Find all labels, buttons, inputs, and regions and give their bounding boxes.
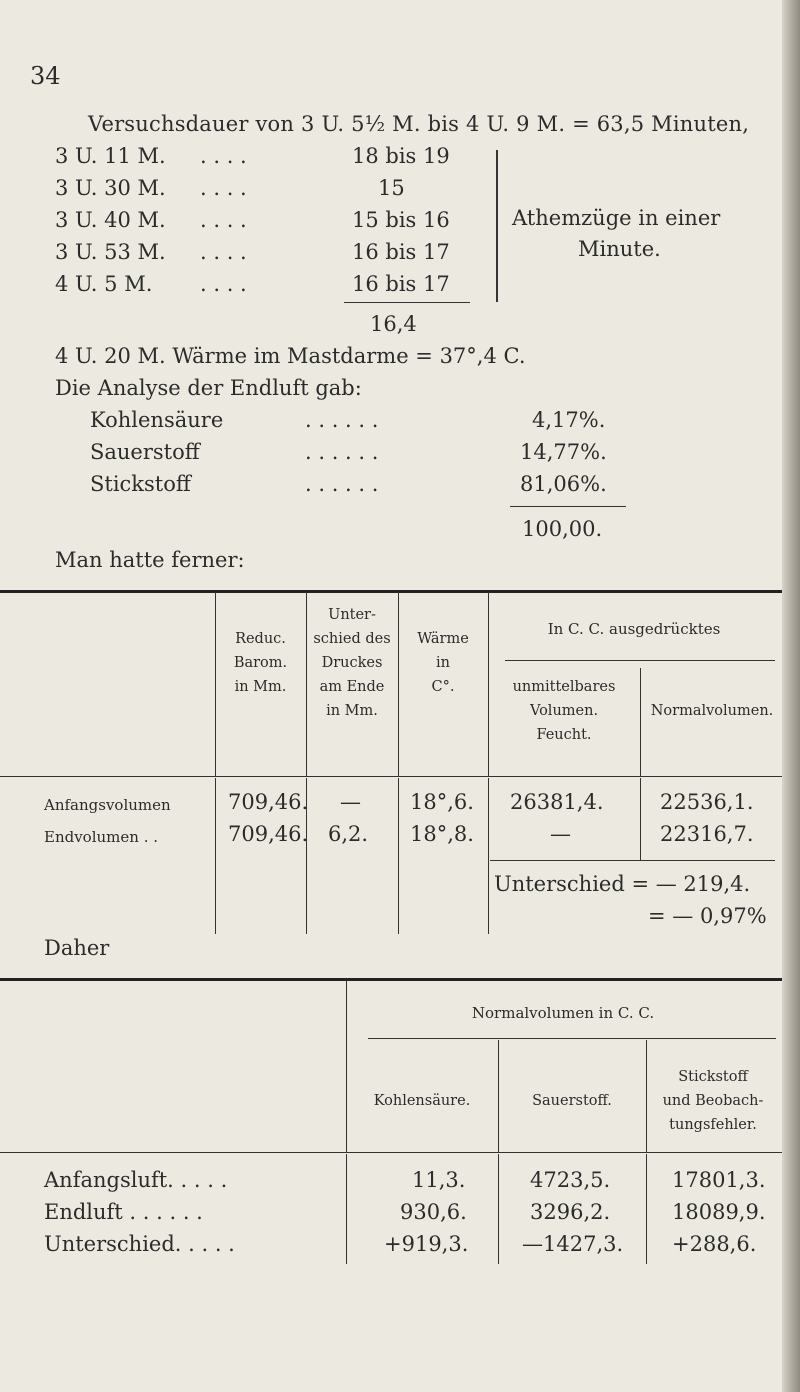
t1-diff-line1: Unterschied = — 219,4. bbox=[494, 872, 751, 896]
t2-h-o2: Sauerstoff. bbox=[532, 1093, 612, 1109]
daher: Daher bbox=[44, 936, 110, 960]
breath-label-2: Minute. bbox=[578, 237, 661, 261]
t2-row3-label: Unterschied. . . . . bbox=[44, 1232, 235, 1256]
t1-row1-reduc: 709,46. bbox=[228, 790, 309, 814]
t2-row1-o2: 4723,5. bbox=[530, 1168, 611, 1192]
t2-row1-label: Anfangsluft. . . . . bbox=[44, 1168, 228, 1192]
t1-h-temp-3: C°. bbox=[431, 679, 455, 695]
breath-dots-2: . . . . bbox=[200, 176, 247, 200]
t1-h-reduc-3: in Mm. bbox=[234, 679, 287, 695]
breath-dots-1: . . . . bbox=[200, 144, 247, 168]
t2-h-n-2: und Beobach- bbox=[662, 1093, 764, 1109]
t1-h-temp-2: in bbox=[436, 655, 450, 671]
t2-header-rule bbox=[0, 1152, 782, 1153]
t1-h-temp-1: Wärme bbox=[417, 631, 469, 647]
t1-row2-diff: 6,2. bbox=[328, 822, 369, 846]
breath-value-5: 16 bis 17 bbox=[352, 272, 450, 296]
breath-label-1: Athemzüge in einer bbox=[512, 206, 721, 230]
analysis-dots-1: . . . . . . bbox=[305, 408, 379, 432]
t1-h-diff-3: Druckes bbox=[321, 655, 383, 671]
t2-row1-co2: 11,3. bbox=[412, 1168, 466, 1192]
t1-row1-label: Anfangsvolumen bbox=[44, 796, 171, 814]
breath-value-4: 16 bis 17 bbox=[352, 240, 450, 264]
breath-dots-3: . . . . bbox=[200, 208, 247, 232]
breath-time-3: 3 U. 40 M. bbox=[55, 208, 166, 232]
breath-value-2: 15 bbox=[378, 176, 405, 200]
table1-top-rule bbox=[0, 590, 782, 593]
table2-top-rule bbox=[0, 978, 782, 981]
analysis-gas-1: Kohlensäure bbox=[90, 408, 224, 432]
t1-h-diff-4: am Ende bbox=[319, 679, 385, 695]
t2-h-n-1: Stickstoff bbox=[678, 1069, 748, 1085]
t2-h-co2: Kohlensäure. bbox=[373, 1093, 471, 1109]
t1-vline-5 bbox=[640, 668, 641, 776]
t1-h-reduc-2: Barom. bbox=[233, 655, 288, 671]
analysis-gas-3: Stickstoff bbox=[90, 472, 191, 496]
page-edge-shadow bbox=[782, 0, 800, 1392]
t1-row1-diff: — bbox=[340, 790, 361, 814]
t1-h-diff-5: in Mm. bbox=[326, 703, 378, 719]
t1-row2-direct: — bbox=[550, 822, 571, 846]
t2-body-vline-3 bbox=[646, 1154, 647, 1264]
t1-h-diff-2: schied des bbox=[313, 631, 391, 647]
t1-h-diff-1: Unter- bbox=[328, 607, 376, 623]
t1-row2-reduc: 709,46. bbox=[228, 822, 309, 846]
breath-time-2: 3 U. 30 M. bbox=[55, 176, 166, 200]
t1-row2-temp: 18°,8. bbox=[410, 822, 474, 846]
t1-diff-line2: = — 0,97% bbox=[648, 904, 767, 928]
temperature-line: 4 U. 20 M. Wärme im Mastdarme = 37°,4 C. bbox=[55, 344, 526, 368]
breath-average: 16,4 bbox=[370, 312, 417, 336]
t1-body-vline-1 bbox=[215, 778, 216, 934]
breath-time-4: 3 U. 53 M. bbox=[55, 240, 166, 264]
t1-h-group: In C. C. ausgedrücktes bbox=[547, 620, 721, 638]
analysis-dots-2: . . . . . . bbox=[305, 440, 379, 464]
t2-body-vline-2 bbox=[498, 1154, 499, 1264]
t1-h-normal: Normalvolumen. bbox=[650, 703, 774, 719]
analysis-intro: Die Analyse der Endluft gab: bbox=[55, 376, 362, 400]
analysis-value-3: 81,06%. bbox=[520, 472, 607, 496]
breath-value-1: 18 bis 19 bbox=[352, 144, 450, 168]
t1-row2-normal: 22316,7. bbox=[660, 822, 754, 846]
t1-group-rule bbox=[505, 660, 775, 661]
breath-time-5: 4 U. 5 M. bbox=[55, 272, 153, 296]
intro-line: Versuchsdauer von 3 U. 5½ M. bis 4 U. 9 M. = 63,5 Minuten, bbox=[88, 112, 750, 136]
breath-time-1: 3 U. 11 M. bbox=[55, 144, 166, 168]
t1-row1-normal: 22536,1. bbox=[660, 790, 754, 814]
t1-h-direct-2: Volumen. bbox=[529, 703, 599, 719]
t2-row2-n: 18089,9. bbox=[672, 1200, 766, 1224]
t2-row2-co2: 930,6. bbox=[400, 1200, 467, 1224]
breath-brace bbox=[496, 150, 498, 302]
t1-body-vline-3 bbox=[398, 778, 399, 934]
breath-dots-5: . . . . bbox=[200, 272, 247, 296]
t2-row3-co2: +919,3. bbox=[384, 1232, 469, 1256]
t2-body-vline-1 bbox=[346, 1154, 347, 1264]
t1-h-direct-1: unmittelbares bbox=[512, 679, 616, 695]
page-number: 34 bbox=[30, 62, 61, 90]
analysis-value-2: 14,77%. bbox=[520, 440, 607, 464]
analysis-value-1: 4,17%. bbox=[532, 408, 606, 432]
average-rule bbox=[344, 302, 470, 303]
t1-row2-label: Endvolumen . . bbox=[44, 828, 159, 846]
analysis-total: 100,00. bbox=[522, 517, 603, 541]
t2-row2-label: Endluft . . . . . . bbox=[44, 1200, 203, 1224]
t1-body-vline-4 bbox=[488, 778, 489, 934]
t2-row3-o2: —1427,3. bbox=[522, 1232, 624, 1256]
total-rule bbox=[510, 506, 626, 507]
t2-h-group: Normalvolumen in C. C. bbox=[471, 1004, 655, 1022]
t1-row1-direct: 26381,4. bbox=[510, 790, 604, 814]
t2-row1-n: 17801,3. bbox=[672, 1168, 766, 1192]
t1-body-vline-5 bbox=[640, 778, 641, 860]
t1-h-reduc-1: Reduc. bbox=[235, 631, 286, 647]
ferner-line: Man hatte ferner: bbox=[55, 548, 245, 572]
t1-row1-temp: 18°,6. bbox=[410, 790, 474, 814]
t2-group-rule bbox=[368, 1038, 776, 1039]
t1-header-rule bbox=[0, 776, 782, 777]
t2-row3-n: +288,6. bbox=[672, 1232, 757, 1256]
analysis-gas-2: Sauerstoff bbox=[90, 440, 200, 464]
breath-dots-4: . . . . bbox=[200, 240, 247, 264]
breath-value-3: 15 bis 16 bbox=[352, 208, 450, 232]
t1-h-direct-3: Feucht. bbox=[536, 727, 592, 743]
t2-h-n-3: tungsfehler. bbox=[669, 1117, 757, 1133]
t1-diff-rule bbox=[490, 860, 775, 861]
t2-row2-o2: 3296,2. bbox=[530, 1200, 611, 1224]
analysis-dots-3: . . . . . . bbox=[305, 472, 379, 496]
